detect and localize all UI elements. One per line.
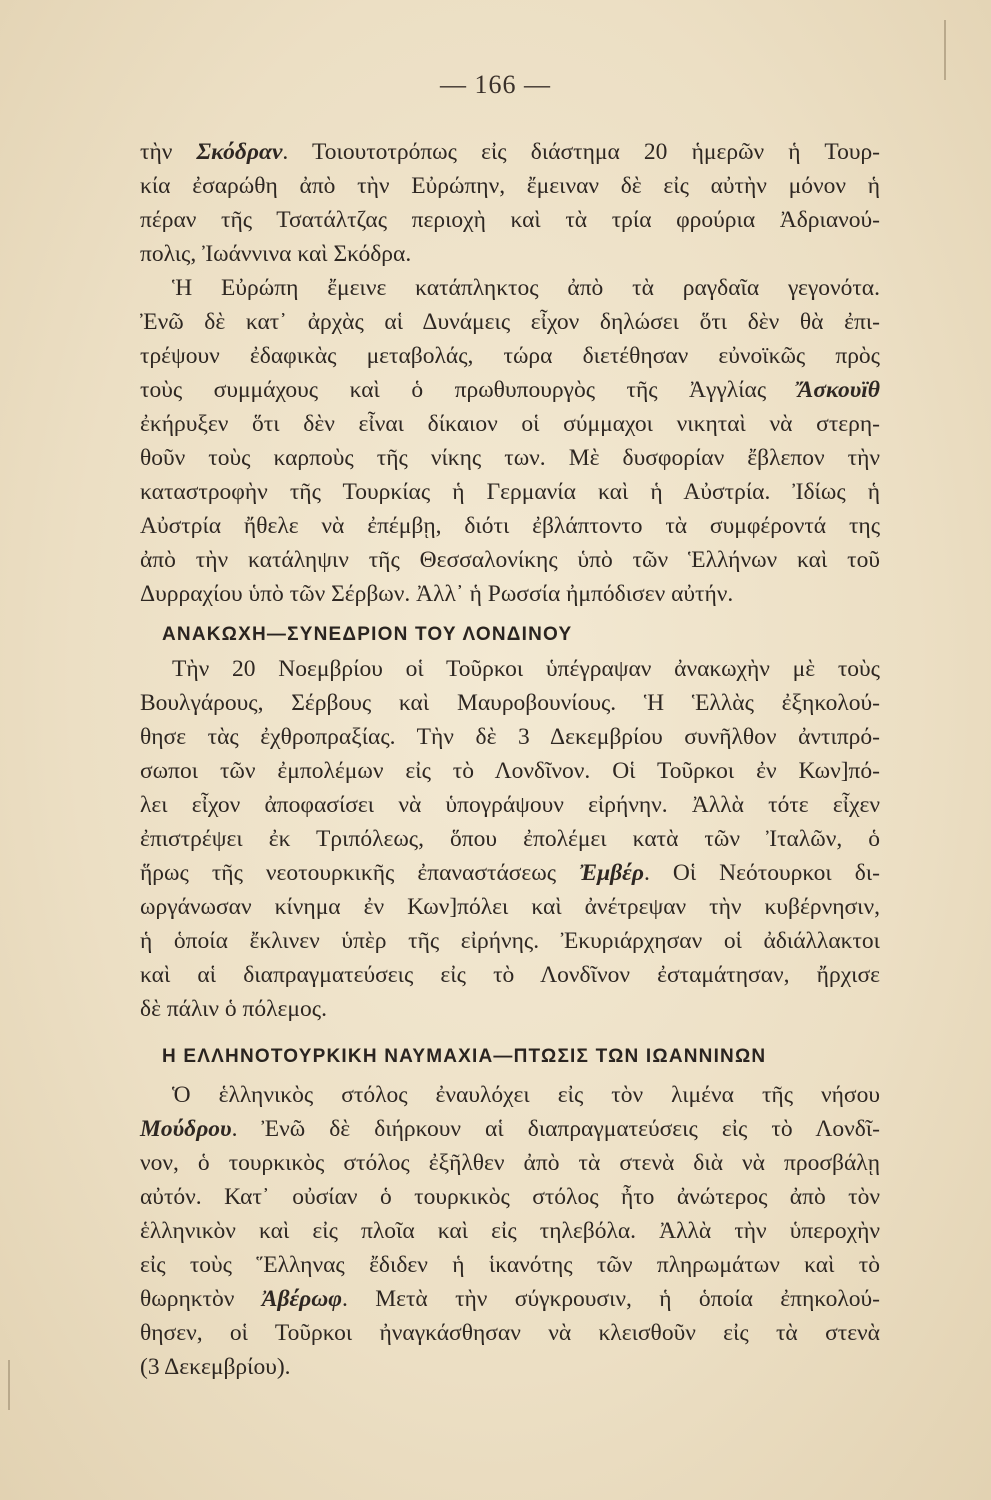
text-segment: ἀπὸ τὴν κατάληψιν τῆς Θεσσαλονίκης ὑπὸ τῶν Ἑλλήνων καὶ τοῦ xyxy=(140,547,880,573)
text-segment: . Μετὰ τὴν σύγκρουσιν, ἡ ὁποία ἐπηκολού- xyxy=(341,1286,880,1312)
text-line xyxy=(140,305,880,339)
text-segment: τρέψουν ἐδαφικὰς μεταβολάς, τώρα διετέθησαν εὐνοϊκῶς πρὸς xyxy=(140,343,880,369)
text-line xyxy=(140,856,880,890)
text-segment: ἥρως τῆς νεοτουρκικῆς ἐπαναστάσεως xyxy=(140,860,580,886)
text-line xyxy=(140,890,880,924)
text-line xyxy=(140,1112,880,1146)
emphasized-name: Ἐμβέρ xyxy=(579,860,644,886)
text-line xyxy=(140,135,880,169)
text-line xyxy=(140,686,880,720)
text-line xyxy=(140,373,880,407)
text-segment: Δυρραχίου ὑπὸ τῶν Σέρβων. Ἀλλ᾽ ἡ Ρωσσία ἠμπόδισεν αὐτήν. xyxy=(140,581,734,607)
text-line xyxy=(140,271,880,305)
paragraph-block-2 xyxy=(140,652,880,1026)
text-line xyxy=(140,237,880,271)
text-segment: . Τοιουτοτρόπως εἰς διάστημα 20 ἡμερῶν ἡ Τουρ- xyxy=(282,139,881,165)
text-segment: θησε τὰς ἐχθροπραξίας. Τὴν δὲ 3 Δεκεμβρίου συνῆλθον ἀντιπρό- xyxy=(140,724,880,750)
text-line xyxy=(140,788,880,822)
paragraph-block-1 xyxy=(140,135,880,611)
page-edge-mark xyxy=(8,1360,10,1410)
text-line xyxy=(140,1078,880,1112)
text-segment: κία ἐσαρώθη ἀπὸ τὴν Εὐρώπην, ἔμειναν δὲ εἰς αὐτὴν μόνον ἡ xyxy=(140,173,880,199)
text-line xyxy=(140,1316,880,1350)
text-line xyxy=(140,509,880,543)
text-line xyxy=(140,1146,880,1180)
emphasized-name: Σκόδραν xyxy=(196,139,283,165)
text-line xyxy=(140,924,880,958)
text-segment: Ὁ ἑλληνικὸς στόλος ἐναυλόχει εἰς τὸν λιμένα τῆς νήσου xyxy=(172,1082,880,1108)
page-number: — 166 — xyxy=(440,70,551,99)
text-line xyxy=(140,407,880,441)
text-segment: Βουλγάρους, Σέρβους καὶ Μαυροβουνίους. Ἡ Ἑλλὰς ἐξηκολού- xyxy=(140,690,880,716)
text-segment: καταστροφὴν τῆς Τουρκίας ἡ Γερμανία καὶ ἡ Αὐστρία. Ἰδίως ἡ xyxy=(140,479,880,505)
text-segment: . Οἱ Νεότουρκοι δι- xyxy=(643,860,880,886)
text-segment: ωργάνωσαν κίνημα ἐν Κων]πόλει καὶ ἀνέτρεψαν τὴν κυβέρνησιν, xyxy=(140,894,880,920)
text-segment: Αὐστρία ἤθελε νὰ ἐπέμβῃ, διότι ἐβλάπτοντο τὰ συμφέροντά της xyxy=(140,513,880,539)
text-line xyxy=(140,577,880,611)
text-segment: . Ἐνῶ δὲ διήρκουν αἱ διαπραγματεύσεις εἰς τὸ Λονδῖ- xyxy=(231,1116,880,1142)
page-edge-mark xyxy=(944,20,946,80)
text-segment: Ἐνῶ δὲ κατ᾽ ἀρχὰς αἱ Δυνάμεις εἶχον δηλώσει ὅτι δὲν θὰ ἐπι- xyxy=(140,309,880,335)
paragraph-block-3 xyxy=(140,1078,880,1384)
text-segment: ἑλληνικὸν καὶ εἰς πλοῖα καὶ εἰς τηλεβόλα. Ἀλλὰ τὴν ὑπεροχὴν xyxy=(140,1218,880,1244)
emphasized-name: Ἀβέρωφ xyxy=(261,1286,342,1312)
text-segment: (3 Δεκεμβρίου). xyxy=(140,1354,291,1380)
text-segment: αὐτόν. Κατ᾽ οὐσίαν ὁ τουρκικὸς στόλος ἦτο ἀνώτερος ἀπὸ τὸν xyxy=(140,1184,880,1210)
emphasized-name: Μούδρου xyxy=(140,1116,232,1142)
text-segment: πολις, Ἰωάννινα καὶ Σκόδρα. xyxy=(140,241,412,267)
text-line xyxy=(140,339,880,373)
text-line xyxy=(140,169,880,203)
text-line xyxy=(140,958,880,992)
text-line xyxy=(140,652,880,686)
text-segment: ἐκήρυξεν ὅτι δὲν εἶναι δίκαιον οἱ σύμμαχοι νικηταὶ νὰ στερη- xyxy=(140,411,880,437)
section-heading-armistice: ΑΝΑΚΩΧΗ—ΣΥΝΕΔΡΙΟΝ ΤΟΥ ΛΟΝΔΙΝΟΥ xyxy=(162,624,573,645)
text-segment: ἡ ὁποία ἔκλινεν ὑπὲρ τῆς εἰρήνης. Ἐκυριάρχησαν οἱ ἀδιάλλακτοι xyxy=(140,928,880,954)
text-line xyxy=(140,822,880,856)
text-segment: νον, ὁ τουρκικὸς στόλος ἐξῆλθεν ἀπὸ τὰ στενὰ διὰ νὰ προσβάλῃ xyxy=(140,1150,880,1176)
text-segment: ἐπιστρέψει ἐκ Τριπόλεως, ὅπου ἐπολέμει κατὰ τῶν Ἰταλῶν, ὁ xyxy=(140,826,880,852)
text-segment: Ἡ Εὐρώπη ἔμεινε κατάπληκτος ἀπὸ τὰ ραγδαῖα γεγονότα. xyxy=(172,275,880,301)
text-segment: τοὺς συμμάχους καὶ ὁ πρωθυπουργὸς τῆς Ἀγγλίας xyxy=(140,377,798,403)
text-segment: εἰς τοὺς Ἕλληνας ἔδιδεν ἡ ἱκανότης τῶν πληρωμάτων καὶ τὸ xyxy=(140,1252,880,1278)
text-segment: Τὴν 20 Νοεμβρίου οἱ Τοῦρκοι ὑπέγραψαν ἀνακωχὴν μὲ τοὺς xyxy=(172,656,880,682)
text-segment: θησεν, οἱ Τοῦρκοι ἠναγκάσθησαν νὰ κλεισθοῦν εἰς τὰ στενὰ xyxy=(140,1320,880,1346)
text-segment: δὲ πάλιν ὁ πόλεμος. xyxy=(140,996,327,1022)
text-line xyxy=(140,475,880,509)
text-segment: θοῦν τοὺς καρποὺς τῆς νίκης των. Μὲ δυσφορίαν ἔβλεπον τὴν xyxy=(140,445,880,471)
text-segment: σωποι τῶν ἐμπολέμων εἰς τὸ Λονδῖνον. Οἱ Τοῦρκοι ἐν Κων]πό- xyxy=(140,758,880,784)
text-segment: θωρηκτὸν xyxy=(140,1286,262,1312)
text-line xyxy=(140,203,880,237)
text-line xyxy=(140,1282,880,1316)
text-line xyxy=(140,1350,880,1384)
text-segment: καὶ αἱ διαπραγματεύσεις εἰς τὸ Λονδῖνον ἐσταμάτησαν, ἤρχισε xyxy=(140,962,880,988)
text-line xyxy=(140,720,880,754)
text-line xyxy=(140,543,880,577)
text-line xyxy=(140,441,880,475)
text-line xyxy=(140,1214,880,1248)
text-line xyxy=(140,1180,880,1214)
text-segment: λει εἶχον ἀποφασίσει νὰ ὑπογράψουν εἰρήνην. Ἀλλὰ τότε εἶχεν xyxy=(140,792,880,818)
text-line xyxy=(140,992,880,1026)
text-line xyxy=(140,754,880,788)
text-segment: τὴν xyxy=(140,139,197,165)
text-line xyxy=(140,1248,880,1282)
text-segment: πέραν τῆς Τσατάλτζας περιοχὴ καὶ τὰ τρία φρούρια Ἀδριανού- xyxy=(140,207,880,233)
emphasized-name: Ἄσκουϊθ xyxy=(797,377,880,403)
section-heading-naval-battle: Η ΕΛΛΗΝΟΤΟΥΡΚΙΚΗ ΝΑΥΜΑΧΙΑ—ΠΤΩΣΙΣ ΤΩΝ ΙΩΑΝΝΙΝΩΝ xyxy=(162,1046,767,1067)
